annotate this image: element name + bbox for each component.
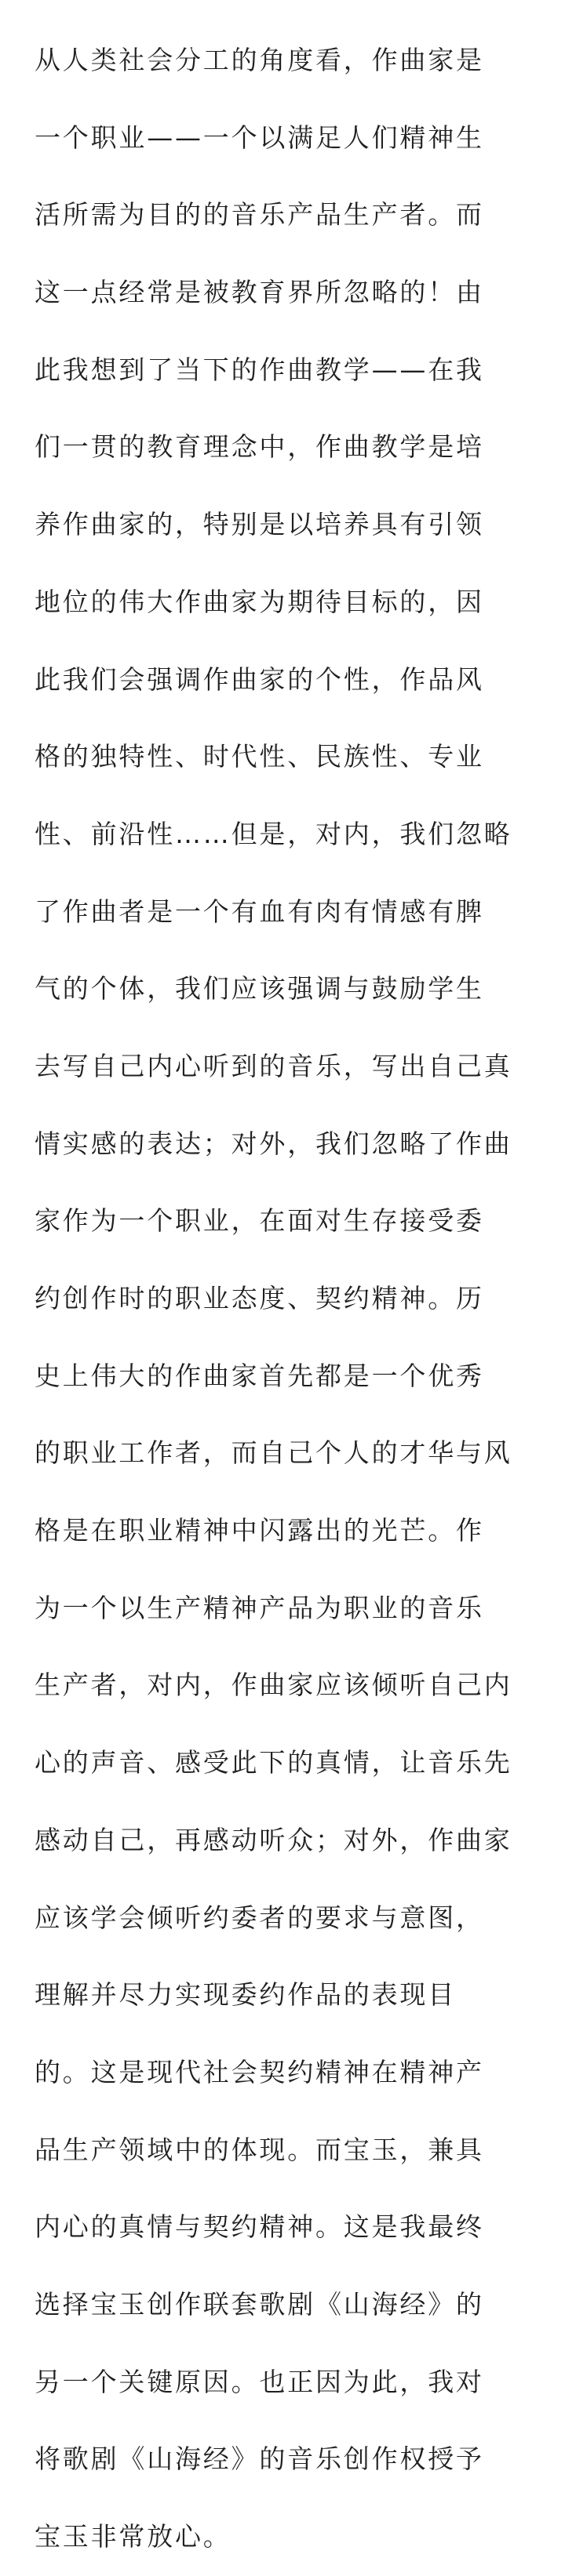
text-line: 内心的真情与契约精神。这是我最终 — [35, 2211, 484, 2243]
article-body — [35, 22, 537, 2576]
text-line: 格的独特性、时代性、民族性、专业 — [35, 741, 484, 772]
text-line: 格是在职业精神中闪露出的光芒。作 — [35, 1515, 484, 1546]
text-line: 选择宝玉创作联套歌剧《山海经》的 — [35, 2288, 484, 2320]
text-line: 心的声音、感受此下的真情，让音乐先 — [35, 1747, 512, 1778]
text-line: 此我们会强调作曲家的个性，作品风 — [35, 663, 484, 695]
text-line: 去写自己内心听到的音乐，写出自己真 — [35, 1050, 512, 1081]
text-line: 感动自己，再感动听众；对外，作曲家 — [35, 1824, 512, 1855]
text-line: 们一贯的教育理念中，作曲教学是培 — [35, 431, 484, 463]
text-line: 宝玉非常放心。 — [35, 2521, 231, 2552]
text-line: 生产者，对内，作曲家应该倾听自己内 — [35, 1669, 512, 1701]
text-line: 活所需为目的的音乐产品生产者。而 — [35, 199, 484, 231]
text-line: 一个职业——一个以满足人们精神生 — [35, 122, 484, 153]
text-line: 此我想到了当下的作曲教学——在我 — [35, 354, 484, 385]
text-line: 为一个以生产精神产品为职业的音乐 — [35, 1592, 484, 1623]
text-line: 将歌剧《山海经》的音乐创作权授予 — [35, 2443, 484, 2475]
text-line: 从人类社会分工的角度看，作曲家是 — [35, 45, 484, 75]
text-line: 地位的伟大作曲家为期待目标的，因 — [35, 586, 484, 617]
text-line: 家作为一个职业，在面对生存接受委 — [35, 1205, 484, 1237]
text-line: 品生产领域中的体现。而宝玉，兼具 — [35, 2134, 484, 2165]
text-line: 理解并尽力实现委约作品的表现目 — [35, 1979, 456, 2011]
text-line: 养作曲家的，特别是以培养具有引领 — [35, 509, 484, 540]
text-line: 情实感的表达；对外，我们忽略了作曲 — [35, 1128, 512, 1159]
text-line: 另一个关键原因。也正因为此，我对 — [35, 2366, 484, 2397]
text-line: 气的个体，我们应该强调与鼓励学生 — [35, 973, 484, 1005]
text-line: 这一点经常是被教育界所忽略的！由 — [35, 277, 484, 308]
text-line: 约创作时的职业态度、契约精神。历 — [35, 1283, 484, 1313]
text-line: 了作曲者是一个有血有肉有情感有脾 — [35, 896, 484, 927]
text-line: 的。这是现代社会契约精神在精神产 — [35, 2056, 484, 2087]
text-line: 史上伟大的作曲家首先都是一个优秀 — [35, 1360, 484, 1391]
text-line: 性、前沿性……但是，对内，我们忽略 — [35, 818, 512, 849]
text-line: 的职业工作者，而自己个人的才华与风 — [35, 1437, 512, 1469]
text-line: 应该学会倾听约委者的要求与意图， — [35, 1902, 484, 1933]
